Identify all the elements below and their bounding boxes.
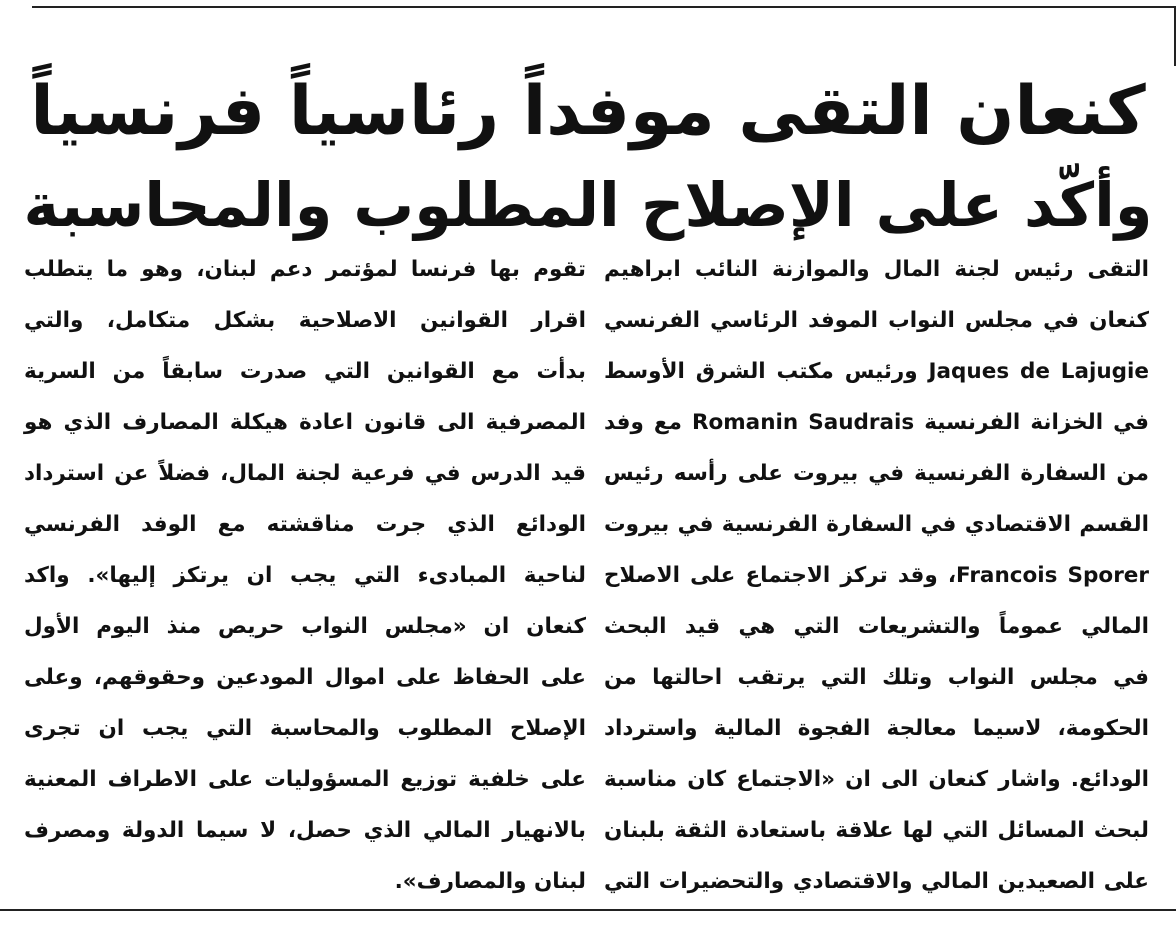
text-line: من السفارة الفرنسية في بيروت على رأسه رئيس (604, 461, 1149, 486)
text-line: الحكومة، لاسيما معالجة الفجوة المالية واسترداد (604, 716, 1149, 741)
text-line: الودائع. واشار كنعان الى ان «الاجتماع كان مناسبة (604, 767, 1149, 792)
text-line: لبنان والمصارف». (394, 869, 586, 894)
text-line: الإصلاح المطلوب والمحاسبة التي يجب ان تجرى (24, 716, 586, 741)
headline-line-1: كنعان التقى موفداً رئاسياً فرنسياً (30, 72, 1146, 152)
text-line: Francois Sporer، وقد تركز الاجتماع على الاصلاح (604, 563, 1149, 588)
text-line: تقوم بها فرنسا لمؤتمر دعم لبنان، وهو ما يتطلب (24, 257, 586, 282)
headline (20, 65, 1156, 253)
top-rule (32, 6, 1176, 8)
text-line: قيد الدرس في فرعية لجنة المال، فضلاً عن استرداد (24, 461, 586, 486)
text-line: في الخزانة الفرنسية Romanin Saudrais مع وفد (604, 410, 1149, 435)
text-line: القسم الاقتصادي في السفارة الفرنسية في بيروت (604, 512, 1149, 537)
article-column-left (24, 248, 586, 911)
article-column-right (604, 248, 1149, 911)
headline-line-2: وأكّد على الإصلاح المطلوب والمحاسبة (23, 171, 1153, 242)
text-line: التقى رئيس لجنة المال والموازنة النائب ابراهيم (604, 257, 1149, 282)
text-line: على خلفية توزيع المسؤوليات على الاطراف المعنية (24, 767, 586, 792)
text-line: كنعان في مجلس النواب الموفد الرئاسي الفرنسي (604, 308, 1149, 333)
text-line: على الصعيدين المالي والاقتصادي والتحضيرات التي (604, 869, 1149, 894)
text-line: المالي عموماً والتشريعات التي هي قيد البحث (604, 614, 1149, 639)
bottom-rule (0, 909, 1176, 911)
text-line: على الحفاظ على اموال المودعين وحقوقهم، وعلى (24, 665, 586, 690)
text-line: المصرفية الى قانون اعادة هيكلة المصارف الذي هو (24, 410, 586, 435)
text-line: بدأت مع القوانين التي صدرت سابقاً من السرية (24, 359, 586, 384)
text-line: لبحث المسائل التي لها علاقة باستعادة الثقة بلبنان (604, 818, 1149, 843)
text-line: بالانهيار المالي الذي حصل، لا سيما الدولة ومصرف (24, 818, 586, 843)
text-line: كنعان ان «مجلس النواب حريص منذ اليوم الأول (24, 614, 586, 639)
text-line: في مجلس النواب وتلك التي يرتقب احالتها من (604, 665, 1149, 690)
text-line: لناحية المبادىء التي يجب ان يرتكز إليها». واكد (24, 563, 586, 588)
text-line: Jaques de Lajugie ورئيس مكتب الشرق الأوسط (604, 359, 1149, 384)
text-line: اقرار القوانين الاصلاحية بشكل متكامل، والتي (24, 308, 586, 333)
text-line: الودائع الذي جرت مناقشته مع الوفد الفرنسي (24, 512, 586, 537)
